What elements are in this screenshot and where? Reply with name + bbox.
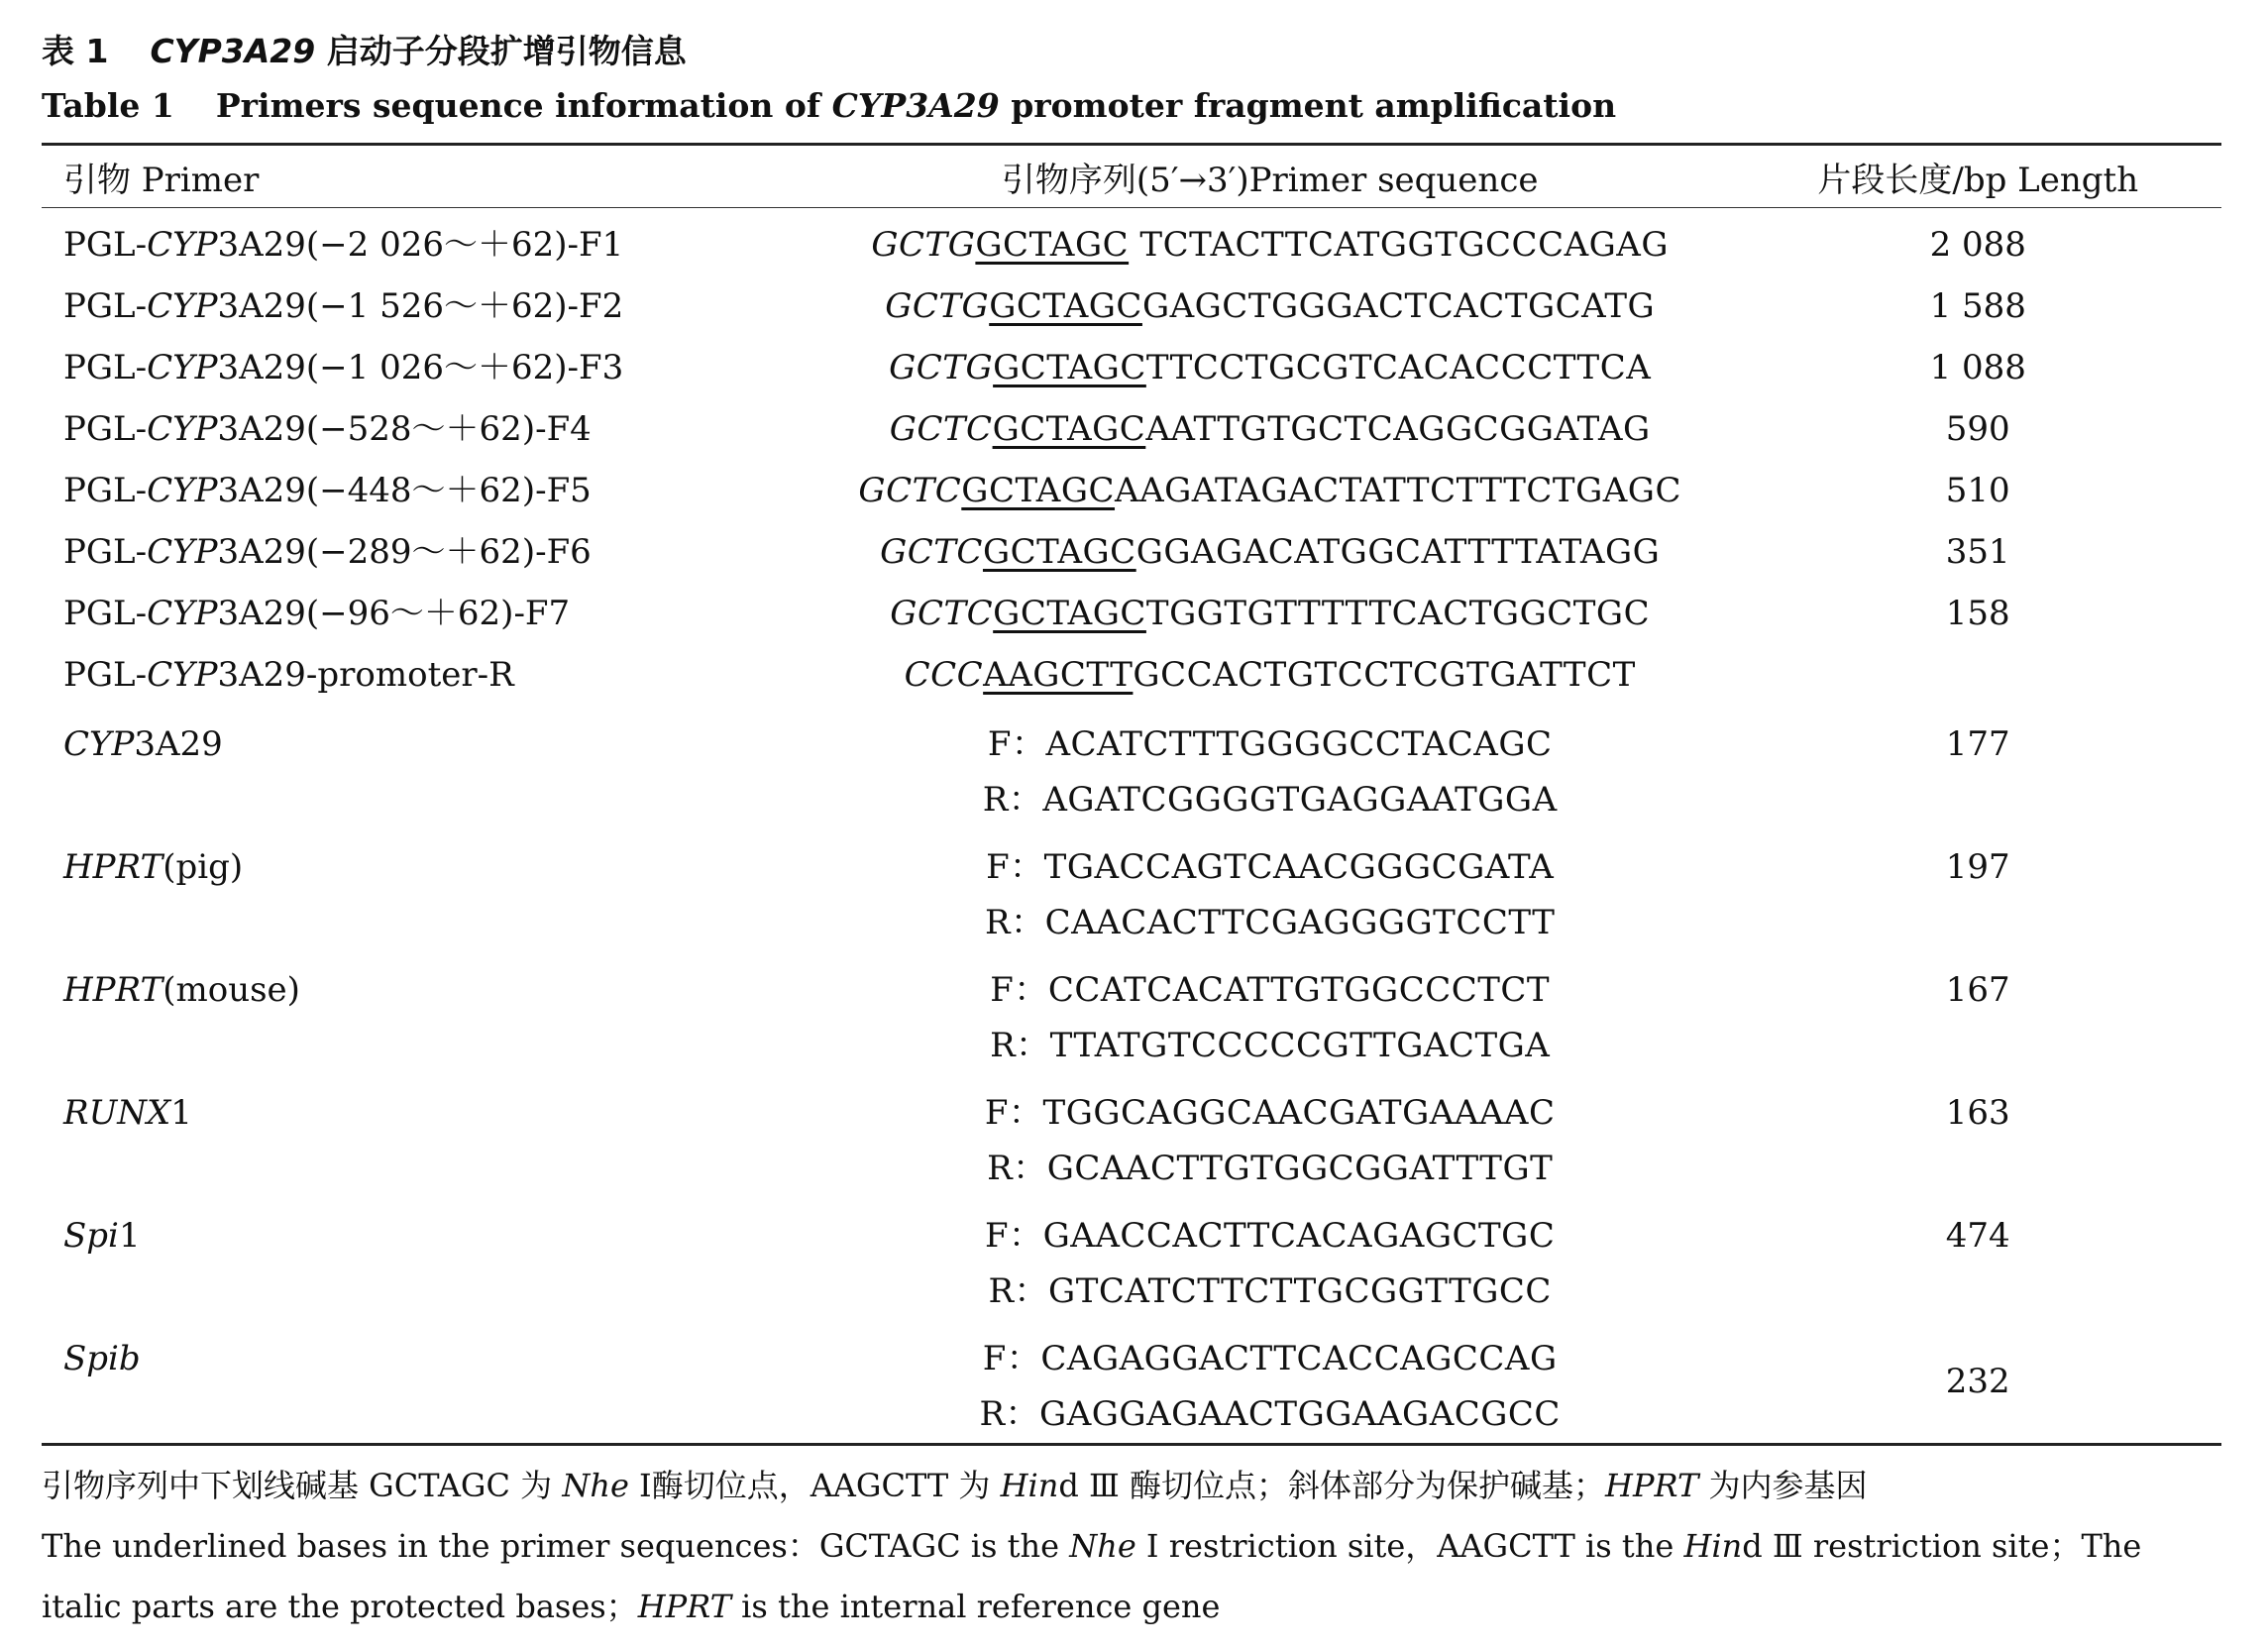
forward-primer: F：TGACCAGTCAACGGGCGATA — [986, 847, 1555, 887]
gene-name: Spi1 — [63, 1216, 141, 1256]
fragment-length: 167 — [1945, 970, 2010, 1010]
note-english: The underlined bases in the primer sequences：GCTAGC is the Nhe Ⅰ restriction site，AAGCTT is the Hind Ⅲ restriction site；The italic parts are the protected bases；HPRT is the internal reference gene — [42, 1527, 2142, 1625]
table-row — [42, 1074, 2221, 1197]
primer-sequence: GCTCGCTAGCGGAGACATGGCATTTTATAGG — [880, 532, 1661, 572]
fragment-length: 510 — [1945, 471, 2010, 510]
table-row — [42, 337, 2221, 398]
fragment-length: 590 — [1945, 409, 2010, 449]
caption-en-label: Table 1 — [42, 86, 174, 125]
restriction-site: GCTAGC — [993, 594, 1146, 633]
gene-name: CYP3A29 — [63, 724, 223, 764]
restriction-site: GCTAGC — [961, 471, 1116, 510]
primer-table — [42, 143, 2221, 1446]
primer-name: PGL-CYP3A29-promoter-R — [63, 655, 514, 695]
restriction-site: GCTAGC — [975, 225, 1130, 265]
primer-sequence: GCTGGCTAGC TCTACTTCATGGTGCCCAGAG — [871, 225, 1670, 265]
primer-sequence: CCCAAGCTTGCCACTGTCCTCGTGATTCT — [904, 655, 1636, 695]
gene-name: Spib — [63, 1339, 141, 1378]
fragment-length — [1734, 644, 2221, 706]
reverse-primer: R：CAACACTTCGAGGGGTCCTT — [985, 903, 1556, 942]
primer-sequence — [806, 1320, 1735, 1445]
protected-bases: GCTC — [858, 471, 962, 510]
primer-sequence: GCTCGCTAGCAAGATAGACTATTCTTTCTGAGC — [858, 471, 1681, 510]
forward-primer: F：TGGCAGGCAACGATGAAAAC — [984, 1093, 1556, 1133]
primer-sequence: GCTCGCTAGCTGGTGTTTTTCACTGGCTGC — [890, 594, 1651, 633]
header-primer: 引物 Primer — [63, 160, 260, 200]
paper-table-page — [42, 26, 2221, 1637]
caption-en-gene: CYP3A29 — [831, 86, 1000, 125]
table-row — [42, 828, 2221, 951]
primer-sequence: GCTGGCTAGCGAGCTGGGACTCACTGCATG — [885, 286, 1656, 326]
restriction-site: GCTAGC — [982, 532, 1136, 572]
table-row — [42, 583, 2221, 644]
restriction-site: AAGCTT — [983, 655, 1134, 695]
caption-en-title-b: promoter fragment amplification — [1011, 86, 1617, 125]
primer-sequence — [806, 828, 1735, 951]
primer-name: PGL-CYP3A29(−1 026～＋62)-F3 — [63, 348, 624, 387]
gene-name: RUNX1 — [63, 1093, 192, 1133]
primer-sequence — [806, 706, 1735, 828]
table-row — [42, 521, 2221, 583]
caption-cn-gene: CYP3A29 — [150, 32, 316, 70]
primer-sequence — [806, 1074, 1735, 1197]
reverse-primer: R：GAGGAGAACTGGAAGACGCC — [979, 1394, 1561, 1434]
protected-bases: GCTC — [880, 532, 983, 572]
table-row — [42, 951, 2221, 1074]
fragment-length: 351 — [1945, 532, 2010, 572]
caption-cn-title: 启动子分段扩增引物信息 — [326, 32, 687, 70]
table-row — [42, 1197, 2221, 1320]
protected-bases: GCTC — [889, 409, 993, 449]
fragment-length: 474 — [1945, 1216, 2010, 1256]
fragment-length: 158 — [1945, 594, 2010, 633]
reverse-primer: R：AGATCGGGGTGAGGAATGGA — [982, 780, 1558, 820]
fragment-length: 1 588 — [1929, 286, 2026, 326]
primer-name: PGL-CYP3A29(−2 026～＋62)-F1 — [63, 225, 624, 265]
table-row — [42, 1320, 2221, 1445]
fragment-length: 232 — [1945, 1362, 2010, 1401]
protected-bases: GCTG — [889, 348, 994, 387]
note-chinese: 引物序列中下划线碱基 GCTAGC 为 Nhe Ⅰ酶切位点，AAGCTT 为 Hind Ⅲ 酶切位点；斜体部分为保护碱基；HPRT 为内参基因 — [42, 1467, 1868, 1504]
restriction-site: GCTAGC — [993, 348, 1146, 387]
fragment-length: 197 — [1945, 847, 2010, 887]
primer-sequence — [806, 951, 1735, 1074]
caption-en-title-a: Primers sequence information of — [215, 86, 821, 125]
table-row — [42, 706, 2221, 828]
reverse-primer: R：GTCATCTTCTTGCGGTTGCC — [988, 1271, 1552, 1311]
primer-name: PGL-CYP3A29(−289～＋62)-F6 — [63, 532, 592, 572]
forward-primer: F：ACATCTTTGGGGCCTACAGC — [987, 724, 1553, 764]
primer-name: PGL-CYP3A29(−1 526～＋62)-F2 — [63, 286, 624, 326]
table-header-row — [42, 145, 2221, 208]
forward-primer: F：GAACCACTTCACAGAGCTGC — [985, 1216, 1556, 1256]
fragment-length: 1 088 — [1929, 348, 2026, 387]
primer-sequence: GCTCGCTAGCAATTGTGCTCAGGCGGATAG — [889, 409, 1651, 449]
restriction-site: GCTAGC — [992, 409, 1146, 449]
protected-bases: GCTC — [890, 594, 994, 633]
reverse-primer: R：GCAACTTGTGGCGGATTTGT — [987, 1149, 1554, 1188]
table-row — [42, 398, 2221, 460]
caption-cn-label: 表 1 — [42, 32, 109, 70]
forward-primer: F：CCATCACATTGTGGCCCTCT — [990, 970, 1551, 1010]
header-sequence: 引物序列(5′→3′)Primer sequence — [1001, 160, 1539, 200]
gene-name: HPRT(pig) — [63, 847, 244, 887]
restriction-site: GCTAGC — [989, 286, 1142, 326]
table-row — [42, 460, 2221, 521]
protected-bases: CCC — [904, 655, 984, 695]
fragment-length: 163 — [1945, 1093, 2010, 1133]
fragment-length: 177 — [1945, 724, 2010, 764]
table-row — [42, 644, 2221, 706]
table-row — [42, 275, 2221, 337]
table-notes — [42, 1456, 2221, 1637]
primer-name: PGL-CYP3A29(−96～＋62)-F7 — [63, 594, 571, 633]
header-length: 片段长度/bp Length — [1817, 160, 2139, 200]
reverse-primer: R：TTATGTCCCCCGTTGACTGA — [990, 1026, 1551, 1065]
protected-bases: GCTG — [871, 225, 976, 265]
caption-english — [42, 77, 2221, 135]
gene-name: HPRT(mouse) — [63, 970, 300, 1010]
forward-primer: F：CAGAGGACTTCACCAGCCAG — [982, 1339, 1558, 1378]
protected-bases: GCTG — [885, 286, 990, 326]
primer-name: PGL-CYP3A29(−528～＋62)-F4 — [63, 409, 592, 449]
primer-name: PGL-CYP3A29(−448～＋62)-F5 — [63, 471, 592, 510]
caption-chinese — [42, 26, 2221, 77]
primer-sequence: GCTGGCTAGCTTCCTGCGTCACACCCTTCA — [889, 348, 1652, 387]
primer-sequence — [806, 1197, 1735, 1320]
fragment-length: 2 088 — [1929, 225, 2026, 265]
table-row — [42, 208, 2221, 276]
